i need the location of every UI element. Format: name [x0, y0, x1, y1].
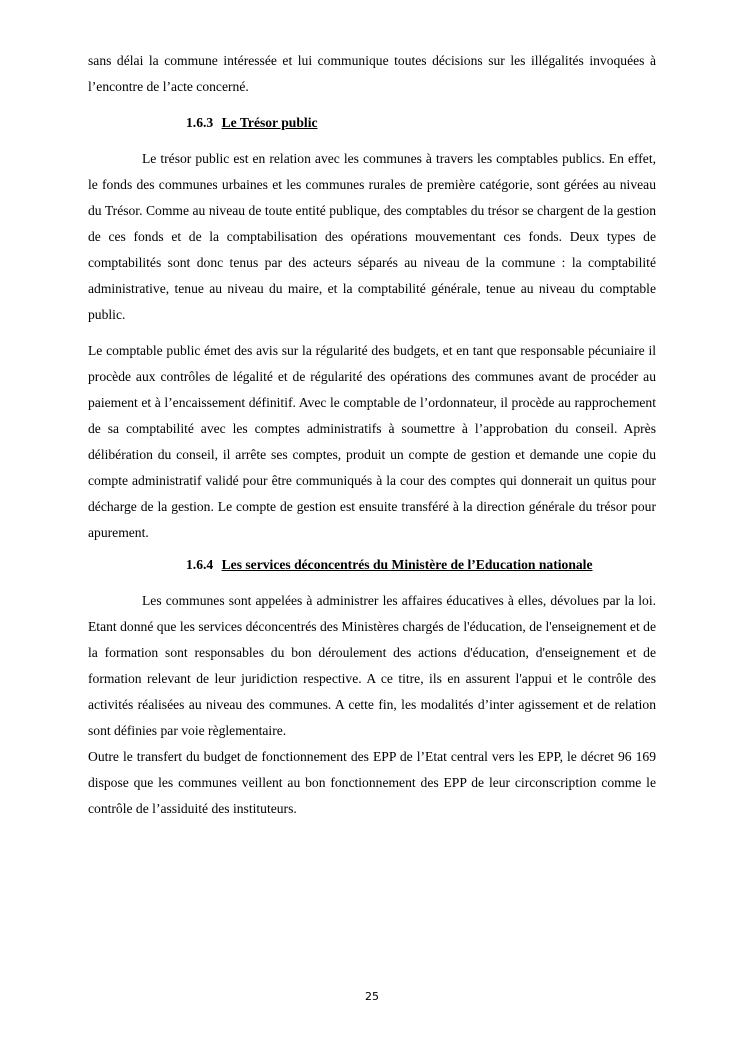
paragraph-comptable-public: Le comptable public émet des avis sur la régularité des budgets, et en tant que responsable pécuniaire il procède aux contrôles de légalité et de régularité des opérations des communes avant de procéder au paiement et à l’encaissement définitif. Avec le comptable de l’ordonnateur, il procède au rapprochement de sa comptabilité avec les comptes administratifs à soumettre à l’approbation du conseil. Après délibération du conseil, il arrête ses comptes, produit un compte de gestion et demande une copie du compte administratif validé pour être communiqués à la cour des comptes qui donnerait un quitus pour décharge de la gestion. Le compte de gestion est ensuite transféré à la direction générale du trésor pour apurement.: [88, 343, 656, 540]
page-number: 25: [365, 990, 379, 1003]
paragraph-tresor-intro: Le trésor public est en relation avec les communes à travers les comptables publics. En effet, le fonds des communes urbaines et les communes rurales de première catégorie, sont gérées au niveau du Trésor. Comme au niveau de toute entité publique, des comptables du trésor se chargent de la gestion de ces fonds et de la comptabilisation des opérations mouvementant ces fonds. Deux types de comptabilités sont donc tenus par des acteurs séparés au niveau de la commune : la comptabilité administrative, tenue au niveau du maire, et la comptabilité générale, tenue au niveau du comptable public.: [88, 151, 656, 322]
section-title: Le Trésor public: [221, 115, 318, 130]
paragraph-services-deconcentres: Les communes sont appelées à administrer les affaires éducatives à elles, dévolues par la loi. Etant donné que les services déconcentrés des Ministères chargés de l'éducation, de l'enseignement et de la formation sont responsables du bon déroulement des actions d'éducation, d'enseignement et de formation relevant de leur juridiction respective. A ce titre, ils en assurent l'appui et le contrôle des activités réalisées au niveau des communes. A cette fin, les modalités d’inter agissement et de relation sont définies par voie règlementaire.: [88, 593, 656, 738]
section-heading-1-6-4: [88, 552, 656, 578]
section-title: Les services déconcentrés du Ministère de l’Education nationale: [221, 557, 593, 572]
paragraph-continuation: sans délai la commune intéressée et lui communique toutes décisions sur les illégalités invoquées à l’encontre de l’acte concerné.: [88, 53, 656, 94]
paragraph-decret: Outre le transfert du budget de fonctionnement des EPP de l’Etat central vers les EPP, le décret 96 169 dispose que les communes veillent au bon fonctionnement des EPP de leur circonscription comme le contrôle de l’assiduité des instituteurs.: [88, 749, 656, 816]
section-number: 1.6.4: [186, 557, 214, 572]
section-heading-1-6-3: [88, 110, 656, 136]
page-content: [88, 48, 656, 822]
section-number: 1.6.3: [186, 115, 214, 130]
